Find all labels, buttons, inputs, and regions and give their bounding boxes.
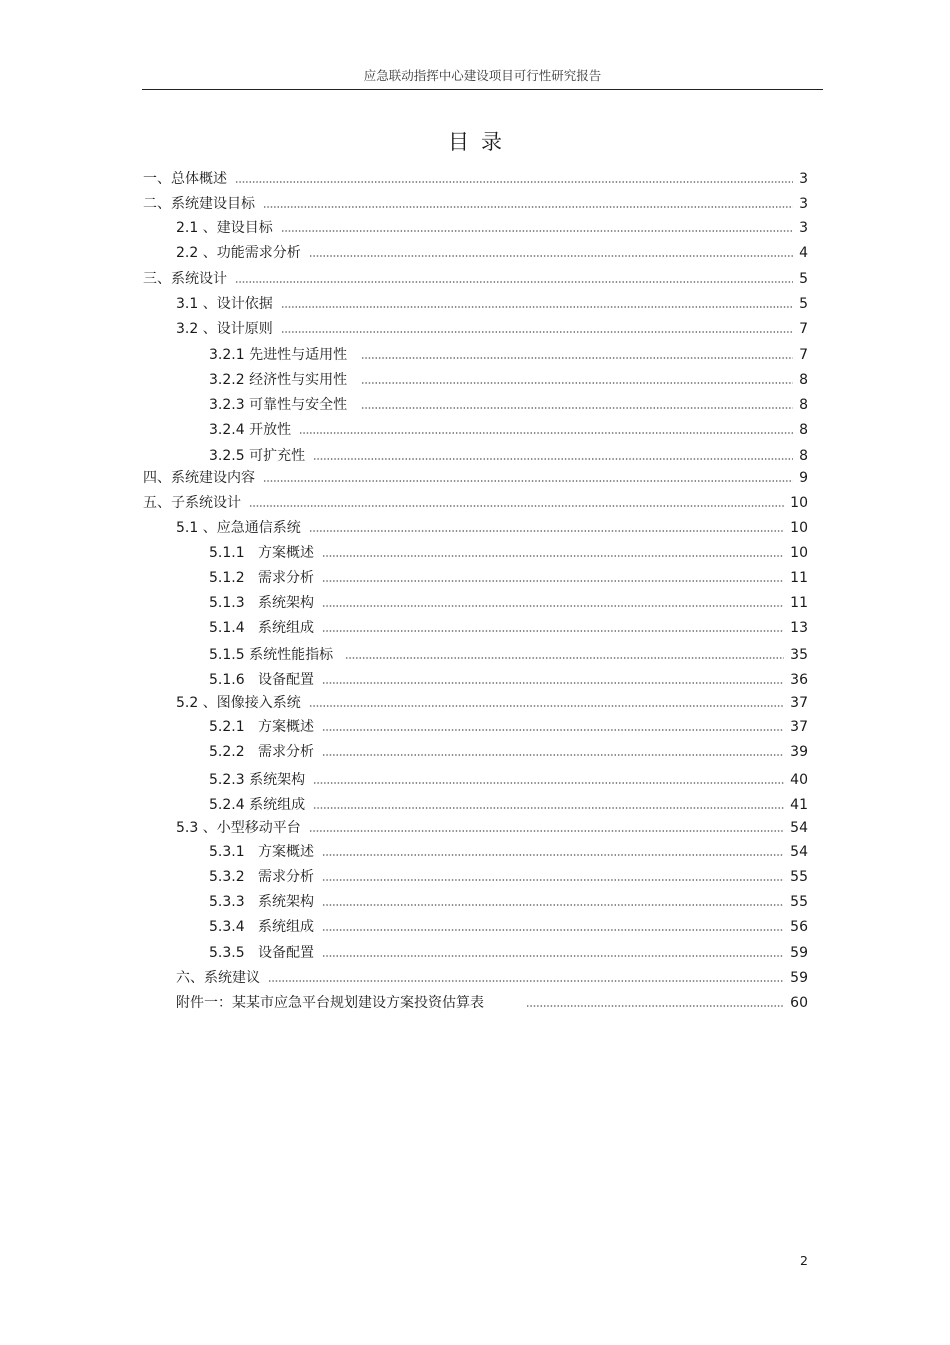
toc-entry-label: 5.1 、应急通信系统 <box>176 520 301 536</box>
toc-entry[interactable] <box>143 493 808 513</box>
running-header: 应急联动指挥中心建设项目可行性研究报告 <box>363 68 602 83</box>
toc-entry-page-number: 13 <box>790 620 808 636</box>
toc-entry-page-number: 8 <box>799 397 808 413</box>
toc-entry-page-number: 54 <box>790 844 808 860</box>
toc-entry-label: 5.1.1 方案概述 <box>209 545 314 561</box>
toc-entry-page-number: 37 <box>790 695 808 711</box>
toc-entry[interactable] <box>143 194 808 214</box>
dot-leader <box>322 753 784 757</box>
dot-leader <box>309 529 784 533</box>
dot-leader <box>249 504 784 508</box>
toc-entry-label: 3.1 、设计依据 <box>176 296 273 312</box>
toc-entry[interactable] <box>209 742 808 762</box>
toc-entry-page-number: 8 <box>799 448 808 464</box>
toc-entry-label: 5.3.1 方案概述 <box>209 844 314 860</box>
dot-leader <box>309 254 793 258</box>
toc-entry-label: 3.2.4 开放性 <box>209 422 292 438</box>
dot-leader <box>322 878 784 882</box>
toc-entry-page-number: 8 <box>799 422 808 438</box>
toc-title: 目录 <box>448 130 514 154</box>
toc-entry-page-number: 5 <box>799 271 808 287</box>
toc-entry[interactable] <box>209 370 808 390</box>
toc-entry-page-number: 59 <box>790 945 808 961</box>
toc-entry-label: 5.1.2 需求分析 <box>209 570 314 586</box>
toc-entry-page-number: 36 <box>790 672 808 688</box>
toc-entry[interactable] <box>209 795 808 815</box>
dot-leader <box>281 330 793 334</box>
dot-leader <box>526 1004 784 1008</box>
toc-entry-page-number: 10 <box>790 495 808 511</box>
dot-leader <box>345 656 784 660</box>
toc-entry[interactable] <box>209 420 808 440</box>
toc-entry-label: 2.1 、建设目标 <box>176 220 273 236</box>
toc-entry-label: 5.3.2 需求分析 <box>209 869 314 885</box>
toc-entry-page-number: 10 <box>790 520 808 536</box>
toc-entry[interactable] <box>143 269 808 289</box>
page-number: 2 <box>800 1253 808 1268</box>
dot-leader <box>361 356 793 360</box>
toc-entry-page-number: 40 <box>790 772 808 788</box>
dot-leader <box>322 728 784 732</box>
toc-entry-label: 3.2.2 经济性与实用性 <box>209 372 348 388</box>
dot-leader <box>235 280 793 284</box>
toc-entry[interactable] <box>176 968 808 988</box>
dot-leader <box>361 406 793 410</box>
toc-entry-page-number: 35 <box>790 647 808 663</box>
dot-leader <box>322 579 784 583</box>
toc-entry-label: 5.1.5 系统性能指标 <box>209 647 334 663</box>
toc-entry-page-number: 9 <box>799 470 808 486</box>
toc-entry[interactable] <box>209 842 808 862</box>
toc-entry-page-number: 56 <box>790 919 808 935</box>
dot-leader <box>281 229 793 233</box>
toc-entry-page-number: 11 <box>790 595 808 611</box>
toc-entry-page-number: 60 <box>790 995 808 1011</box>
dot-leader <box>322 903 784 907</box>
toc-entry-label: 3.2.3 可靠性与安全性 <box>209 397 348 413</box>
toc-entry-label: 附件一：某某市应急平台规划建设方案投资估算表 <box>176 995 484 1011</box>
toc-entry-label: 3.2.5 可扩充性 <box>209 448 306 464</box>
toc-entry-label: 5.1.4 系统组成 <box>209 620 314 636</box>
toc-entry[interactable] <box>143 468 808 488</box>
toc-entry-page-number: 11 <box>790 570 808 586</box>
toc-entry-page-number: 37 <box>790 719 808 735</box>
toc-entry-page-number: 54 <box>790 820 808 836</box>
toc-entry-label: 五、子系统设计 <box>143 495 241 511</box>
toc-entry-label: 一、总体概述 <box>143 171 227 187</box>
dot-leader <box>322 554 784 558</box>
dot-leader <box>268 979 784 983</box>
toc-entry[interactable] <box>209 543 808 563</box>
toc-entry[interactable] <box>209 943 808 963</box>
toc-entry[interactable] <box>209 645 808 665</box>
dot-leader <box>281 305 793 309</box>
toc-entry[interactable] <box>176 294 808 314</box>
dot-leader <box>322 853 784 857</box>
toc-entry-label: 3.2.1 先进性与适用性 <box>209 347 348 363</box>
toc-entry-page-number: 39 <box>790 744 808 760</box>
toc-entry[interactable] <box>176 993 808 1013</box>
dot-leader <box>299 431 793 435</box>
dot-leader <box>322 629 784 633</box>
dot-leader <box>263 205 793 209</box>
toc-entry[interactable] <box>209 770 808 790</box>
header-divider <box>142 89 823 90</box>
dot-leader <box>361 381 793 385</box>
toc-entry[interactable] <box>209 395 808 415</box>
toc-entry-page-number: 59 <box>790 970 808 986</box>
toc-entry[interactable] <box>176 518 808 538</box>
toc-entry-label: 5.3.5 设备配置 <box>209 945 314 961</box>
toc-entry[interactable] <box>209 867 808 887</box>
dot-leader <box>322 954 784 958</box>
toc-entry-label: 四、系统建设内容 <box>143 470 255 486</box>
dot-leader <box>322 681 784 685</box>
toc-entry[interactable] <box>209 593 808 613</box>
toc-entry-page-number: 41 <box>790 797 808 813</box>
dot-leader <box>322 604 784 608</box>
dot-leader <box>263 479 793 483</box>
toc-entry[interactable] <box>209 568 808 588</box>
toc-entry-label: 5.1.6 设备配置 <box>209 672 314 688</box>
toc-entry-label: 二、系统建设目标 <box>143 196 255 212</box>
toc-entry-page-number: 8 <box>799 372 808 388</box>
toc-entry[interactable] <box>209 917 808 937</box>
toc-entry[interactable] <box>176 243 808 263</box>
toc-entry[interactable] <box>176 218 808 238</box>
dot-leader <box>235 180 793 184</box>
toc-entry-page-number: 4 <box>799 245 808 261</box>
dot-leader <box>309 829 784 833</box>
dot-leader <box>309 704 784 708</box>
toc-entry-page-number: 3 <box>799 196 808 212</box>
toc-entry-label: 3.2 、设计原则 <box>176 321 273 337</box>
dot-leader <box>313 806 784 810</box>
toc-entry[interactable] <box>209 670 808 690</box>
toc-entry-label: 2.2 、功能需求分析 <box>176 245 301 261</box>
toc-entry[interactable] <box>143 169 808 189</box>
toc-entry[interactable] <box>209 618 808 638</box>
toc-entry[interactable] <box>176 319 808 339</box>
toc-entry-label: 5.2.1 方案概述 <box>209 719 314 735</box>
toc-entry[interactable] <box>209 717 808 737</box>
dot-leader <box>313 457 793 461</box>
toc-entry-label: 5.2.4 系统组成 <box>209 797 306 813</box>
toc-entry-label: 5.3 、小型移动平台 <box>176 820 301 836</box>
toc-entry[interactable] <box>209 446 808 466</box>
toc-entry-page-number: 3 <box>799 220 808 236</box>
toc-entry-page-number: 5 <box>799 296 808 312</box>
dot-leader <box>313 781 784 785</box>
toc-entry-label: 5.3.3 系统架构 <box>209 894 314 910</box>
toc-entry-label: 三、系统设计 <box>143 271 227 287</box>
toc-entry-label: 5.3.4 系统组成 <box>209 919 314 935</box>
toc-entry-page-number: 10 <box>790 545 808 561</box>
toc-entry[interactable] <box>209 892 808 912</box>
toc-entry-page-number: 55 <box>790 869 808 885</box>
toc-entry-label: 5.2 、图像接入系统 <box>176 695 301 711</box>
toc-entry-label: 5.2.2 需求分析 <box>209 744 314 760</box>
toc-entry[interactable] <box>176 693 808 713</box>
toc-entry-page-number: 7 <box>799 321 808 337</box>
toc-entry-label: 5.1.3 系统架构 <box>209 595 314 611</box>
dot-leader <box>322 928 784 932</box>
toc-entry-page-number: 3 <box>799 171 808 187</box>
toc-entry[interactable] <box>176 818 808 838</box>
toc-entry-label: 5.2.3 系统架构 <box>209 772 306 788</box>
toc-entry[interactable] <box>209 345 808 365</box>
toc-entry-page-number: 7 <box>799 347 808 363</box>
toc-entry-label: 六、系统建议 <box>176 970 260 986</box>
toc-entry-page-number: 55 <box>790 894 808 910</box>
